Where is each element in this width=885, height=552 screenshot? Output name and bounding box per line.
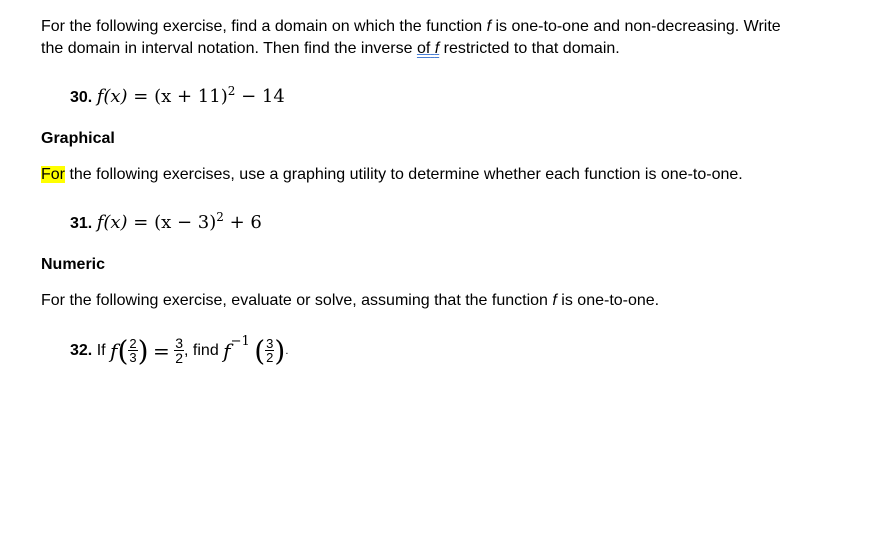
equation: $f(x) = (x + 11)^2 - 14$ bbox=[96, 84, 285, 107]
fraction-two-thirds: $\frac{2}{3}$ bbox=[129, 336, 137, 366]
fraction-three-halves-arg: $\frac{3}{2}$ bbox=[266, 336, 274, 366]
section-heading-numeric: Numeric bbox=[41, 256, 106, 273]
instructions-line-2: the domain in interval notation. Then find the inverse of f restricted to that domain. bbox=[41, 40, 620, 57]
section-heading-graphical: Graphical bbox=[41, 130, 115, 147]
problem-31 bbox=[70, 210, 262, 233]
problem-32: 32. If f( $\frac{2}{3}$ ) = $\frac{3}{2}$ , find $f^{-1}$ ( $\frac{3}{2}$ ). bbox=[70, 334, 289, 368]
spellcheck-underlined-text[interactable]: of f bbox=[416, 40, 440, 57]
problem-number: 32. bbox=[70, 341, 93, 359]
numeric-instructions: For the following exercise, evaluate or solve, assuming that the function f is one-to-one. bbox=[41, 292, 660, 309]
fraction-three-halves: $\frac{3}{2}$ bbox=[175, 335, 184, 367]
exercise-30-instructions bbox=[41, 16, 801, 60]
equation: $f(x) = (x - 3)^2 + 6$ bbox=[96, 210, 262, 233]
problem-30 bbox=[70, 84, 285, 107]
highlighted-text: For bbox=[41, 166, 65, 183]
problem-number: 30. bbox=[70, 89, 93, 106]
problem-number: 31. bbox=[70, 215, 93, 232]
graphical-instructions: For the following exercises, use a graphing utility to determine whether each function is one-to-one. bbox=[41, 166, 743, 183]
instructions-line-1: For the following exercise, find a domain on which the function f is one-to-one and non-decreasing. Write bbox=[41, 18, 781, 35]
